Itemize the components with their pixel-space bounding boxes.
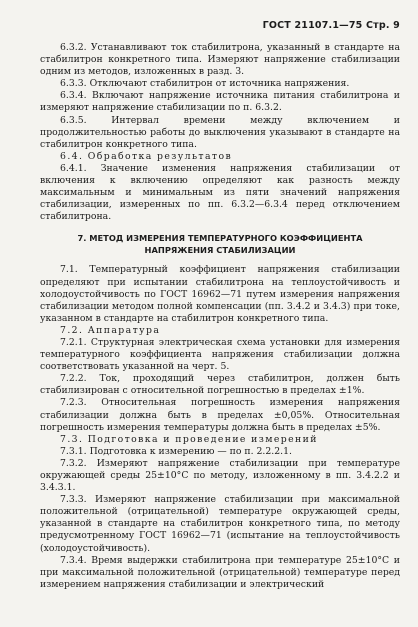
paragraph-7-3-2: 7.3.2. Измеряют напряжение стабилизации при температуре окружающей среды 25±10°С по методу, изложенному в пп. 3.4.2.2 и 3.4.3.1. — [40, 457, 400, 494]
paragraph-7-3-1: 7.3.1. Подготовка к измерению — по п. 2.2.2.1. — [60, 445, 292, 457]
heading-7-2: 7.2. Аппаратура — [60, 324, 161, 336]
paragraph-7-2-1: 7.2.1. Структурная электрическая схема установки для измерения температурного коэффициента напряжения стабилизации должна соответствовать указанной на черт. 5. — [40, 336, 400, 373]
running-header: ГОСТ 21107.1—75 Стр. 9 — [262, 20, 400, 31]
section-7-title-line-1: 7. МЕТОД ИЗМЕРЕНИЯ ТЕМПЕРАТУРНОГО КОЭФФИЦИЕНТА — [77, 233, 363, 244]
paragraph-7-3-3: 7.3.3. Измеряют напряжение стабилизации при максимальной положительной (отрицательной) температуре окружающей среды, указанной в стандарте на стабилитрон конкретного типа, по методу предусмотренному ГОСТ 16962—71 (испытание на теплоустойчивость (холодоустойчивость). — [40, 494, 400, 554]
paragraph-6-4-1: 6.4.1. Значение изменения напряжения стабилизации от включения к включению определяют как разность между максимальным и минимальным из пяти значений напряжения стабилизации, измеренных по пп. 6.3.2—6.3.4 перед отключением стабилитрона. — [40, 162, 400, 223]
paragraph-7-3-4: 7.3.4. Время выдержки стабилитрона при температуре 25±10°С и при максимальной положительной (отрицательной) температуре перед измерением напряжения стабилизации и электрический — [40, 554, 400, 590]
paragraph-6-3-4: 6.3.4. Включают напряжение источника питания стабилитрона и измеряют напряжение стабилизации по п. 6.3.2. — [40, 90, 400, 114]
paragraph-7-1: 7.1. Температурный коэффициент напряжения стабилизации определяют при испытании стабилитрона на теплоустойчивость и холодоустойчивость по ГОСТ 16962—71 путем измерения напряжения стабилизации методом полной компенсации (пп. 3.4.2 и 3.4.3) при токе, указанном в стандарте на стабилитрон конкретного типа. — [40, 264, 400, 324]
document-body — [40, 42, 400, 591]
paragraph-6-3-2: 6.3.2. Устанавливают ток стабилитрона, указанный в стандарте на стабилитрон конкретного типа. Измеряют напряжение стабилизации одним из методов, изложенных в разд. 3. — [40, 42, 400, 78]
paragraph-6-3-3: 6.3.3. Отключают стабилитрон от источника напряжения. — [60, 78, 350, 90]
paragraph-7-2-3: 7.2.3. Относительная погрешность измерения напряжения стабилизации должна быть в пределах ±0,05%. Относительная погрешность измерения температуры должна быть в пределах ±5%. — [40, 397, 400, 433]
section-7-title-line-2: НАПРЯЖЕНИЯ СТАБИЛИЗАЦИИ — [144, 244, 296, 255]
heading-7-3: 7.3. Подготовка и проведение измерений — [60, 433, 318, 445]
paragraph-7-2-2: 7.2.2. Ток, проходящий через стабилитрон, должен быть стабилизирован с относительной погрешностью в пределах ±1%. — [40, 373, 400, 397]
heading-6-4: 6.4. Обработка результатов — [60, 150, 233, 162]
section-7-title — [40, 233, 400, 256]
paragraph-6-3-5: 6.3.5. Интервал времени между включением и продолжительностью работы до выключения указывают в стандарте на стабилитрон конкретного типа. — [40, 114, 400, 150]
